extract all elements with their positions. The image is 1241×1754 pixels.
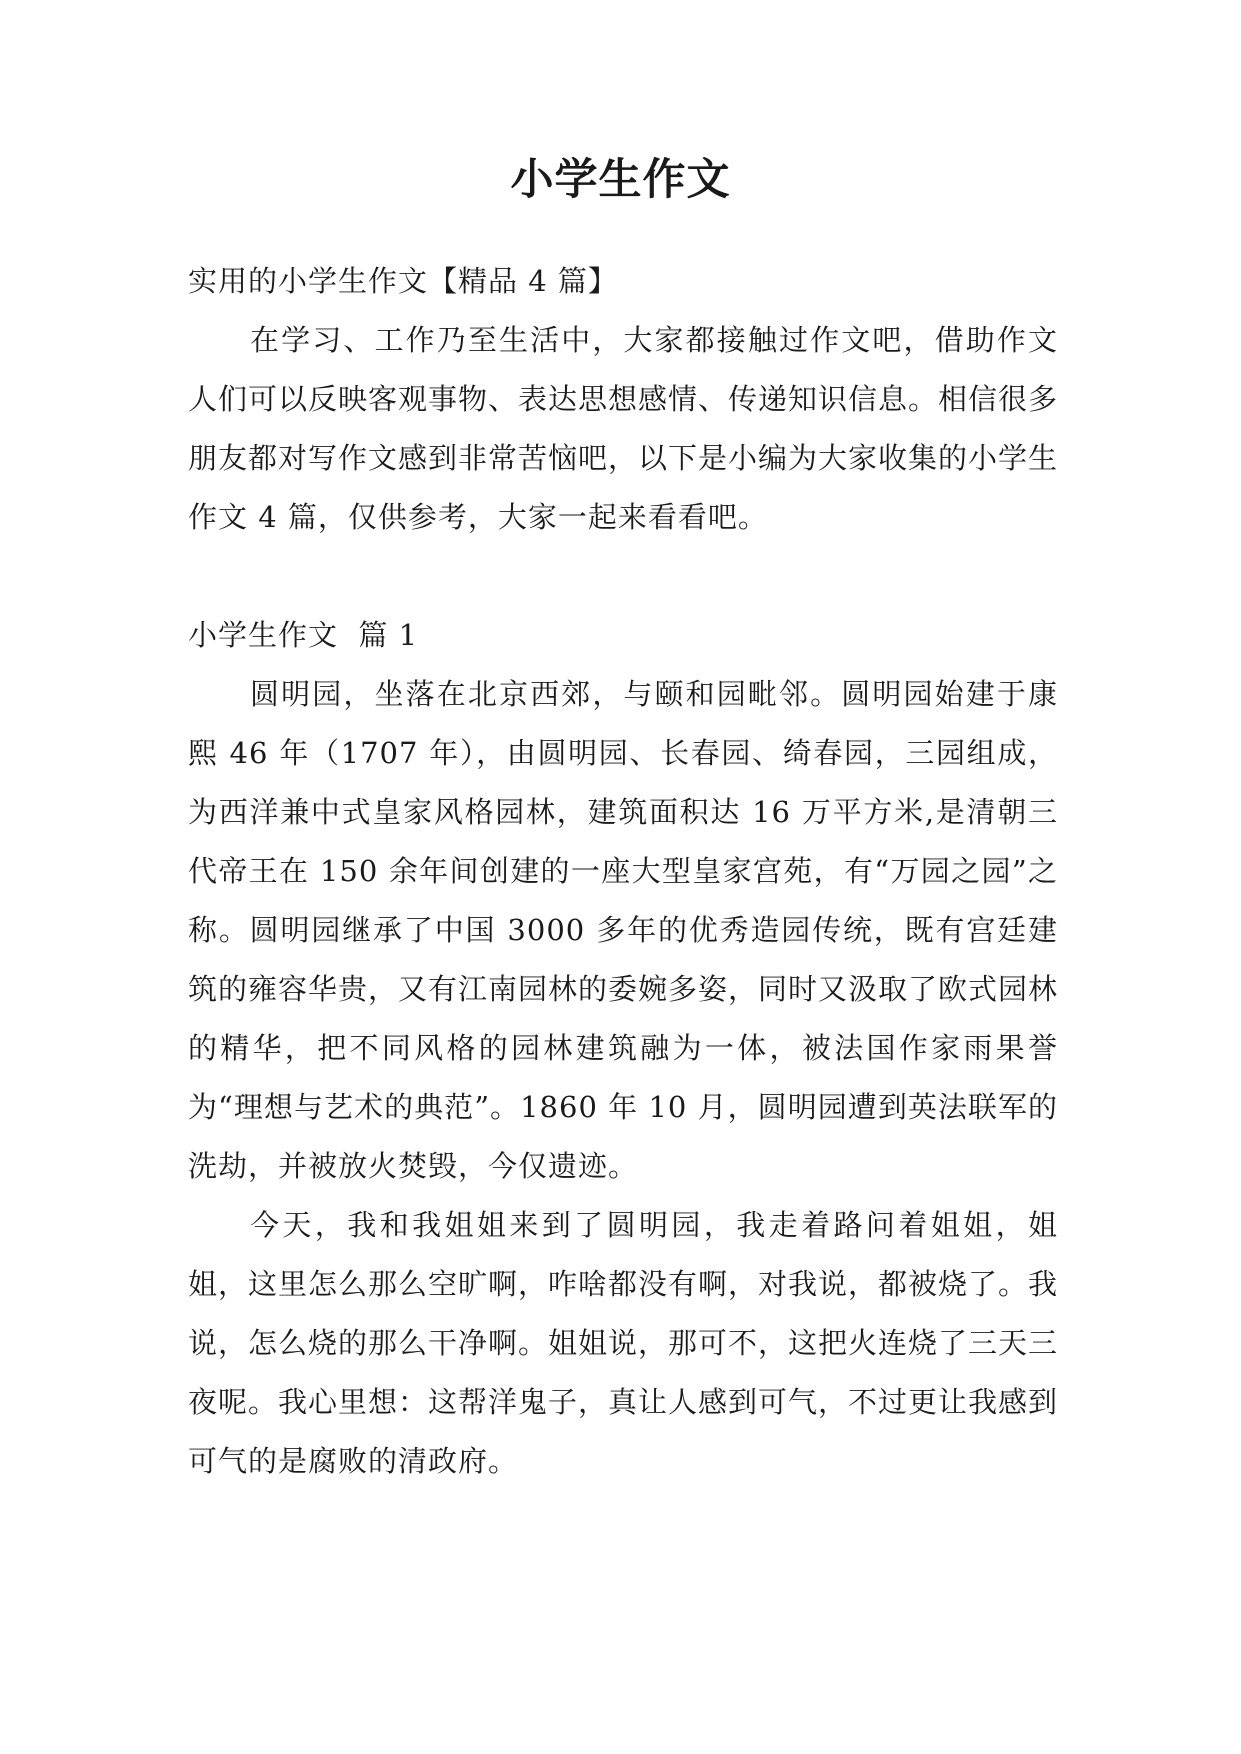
article-subtitle: 实用的小学生作文【精品 4 篇】 <box>188 264 618 298</box>
essay-paragraph-1: 圆明园，坐落在北京西郊，与颐和园毗邻。圆明园始建于康熙 46 年（1707 年），由圆明园、长春园、绮春园，三园组成，为西洋兼中式皇家风格园林，建筑面积达 16 万平方米,是清朝三代帝王在 150 余年间创建的一座大型皇家宫苑，有“万园之园”之称。圆明园继承了中国 3000 多年的优秀造园传统，既有宫廷建筑的雍容华贵，又有江南园林的委婉多姿，同时又汲取了欧式园林的精华，把不同风格的园林建筑融为一体，被法国作家雨果誉为“理想与艺术的典范”。1860 年 10 月，圆明园遭到英法联军的洗劫，并被放火焚毁，今仅遗迹。 <box>188 677 1059 1183</box>
section-gap <box>188 547 1058 606</box>
document-title: 小学生作文 <box>510 155 731 205</box>
essay-paragraph-2: 今天，我和我姐姐来到了圆明园，我走着路问着姐姐，姐姐，这里怎么那么空旷啊，咋啥都没有啊，对我说，都被烧了。我说，怎么烧的那么干净啊。姐姐说，那可不，这把火连烧了三天三夜呢。我心里想：这帮洋鬼子，真让人感到可气，不过更让我感到可气的是腐败的清政府。 <box>188 1208 1059 1478</box>
document-body <box>188 252 1058 1491</box>
intro-paragraph: 在学习、工作乃至生活中，大家都接触过作文吧，借助作文人们可以反映客观事物、表达思想感情、传递知识信息。相信很多朋友都对写作文感到非常苦恼吧，以下是小编为大家收集的小学生作文 4 篇，仅供参考，大家一起来看看吧。 <box>188 323 1059 534</box>
section-heading: 小学生作文 篇 1 <box>188 618 419 652</box>
